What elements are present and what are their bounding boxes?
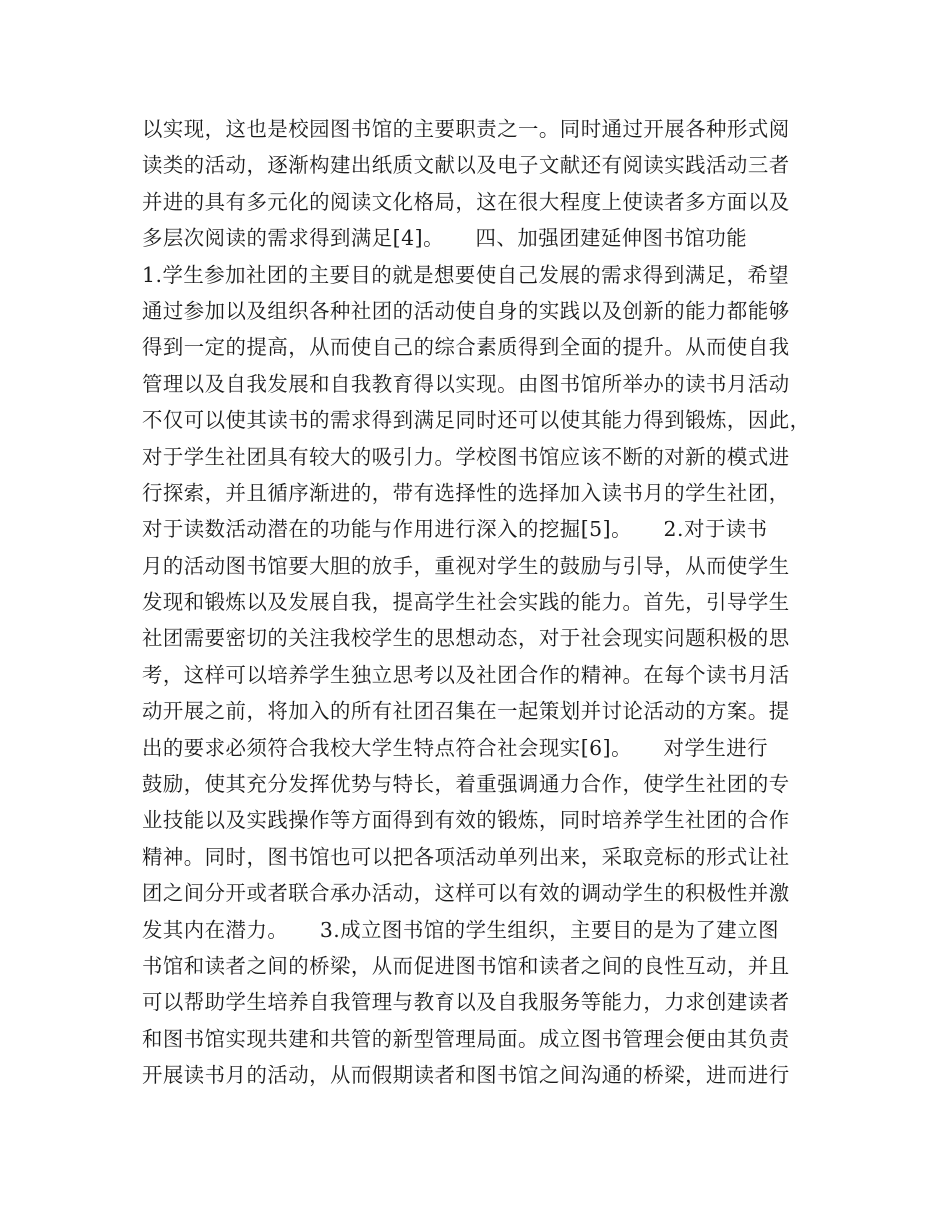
text-line: 不仅可以使其读书的需求得到满足同时还可以使其能力得到锻炼，因此， [142,408,811,433]
text-line: 出的要求必须符合我校大学生特点符合社会现实[6]。 对学生进行 [142,735,769,760]
text-line: 可以帮助学生培养自我管理与教育以及自我服务等能力，力求创建读者 [142,990,790,1015]
text-line: 鼓励，使其充分发挥优势与特长，着重强调通力合作，使学生社团的专 [142,772,790,797]
text-line: 动开展之前，将加入的所有社团召集在一起策划并讨论活动的方案。提 [142,699,790,724]
text-line: 月的活动图书馆要大胆的放手，重视对学生的鼓励与引导，从而使学生 [142,553,790,578]
text-line: 多层次阅读的需求得到满足[4]。 四、加强团建延伸图书馆功能 [142,226,748,251]
text-line: 发其内在潜力。 3.成立图书馆的学生组织，主要目的是为了建立图 [142,917,779,942]
text-line: 对于读数活动潜在的功能与作用进行深入的挖掘[5]。 2.对于读书 [142,517,768,542]
text-line: 读类的活动，逐渐构建出纸质文献以及电子文献还有阅读实践活动三者 [142,153,790,178]
text-line: 得到一定的提高，从而使自己的综合素质得到全面的提升。从而使自我 [142,335,790,360]
text-line: 和图书馆实现共建和共管的新型管理局面。成立图书管理会便由其负责 [142,1026,790,1051]
text-line: 考，这样可以培养学生独立思考以及社团合作的精神。在每个读书月活 [142,662,790,687]
text-line: 管理以及自我发展和自我教育得以实现。由图书馆所举办的读书月活动 [142,371,790,396]
text-line: 1.学生参加社团的主要目的就是想要使自己发展的需求得到满足，希望 [142,262,790,287]
text-line: 精神。同时，图书馆也可以把各项活动单列出来，采取竞标的形式让社 [142,844,790,869]
text-line: 以实现，这也是校园图书馆的主要职责之一。同时通过开展各种形式阅 [142,117,790,141]
text-line: 行探索，并且循序渐进的，带有选择性的选择加入读书月的学生社团， [142,480,790,505]
text-line: 并进的具有多元化的阅读文化格局，这在很大程度上使读者多方面以及 [142,189,790,214]
body-text [142,111,822,1094]
text-line: 对于学生社团具有较大的吸引力。学校图书馆应该不断的对新的模式进 [142,444,790,469]
text-line: 业技能以及实践操作等方面得到有效的锻炼，同时培养学生社团的合作 [142,808,790,833]
text-line: 发现和锻炼以及发展自我，提高学生社会实践的能力。首先，引导学生 [142,590,790,615]
text-line: 社团需要密切的关注我校学生的思想动态，对于社会现实问题积极的思 [142,626,790,651]
text-line: 书馆和读者之间的桥梁，从而促进图书馆和读者之间的良性互动，并且 [142,953,790,978]
text-line: 团之间分开或者联合承办活动，这样可以有效的调动学生的积极性并激 [142,881,790,906]
text-line: 开展读书月的活动，从而假期读者和图书馆之间沟通的桥梁，进而进行 [142,1063,790,1088]
text-line: 通过参加以及组织各种社团的活动使自身的实践以及创新的能力都能够 [142,298,790,323]
